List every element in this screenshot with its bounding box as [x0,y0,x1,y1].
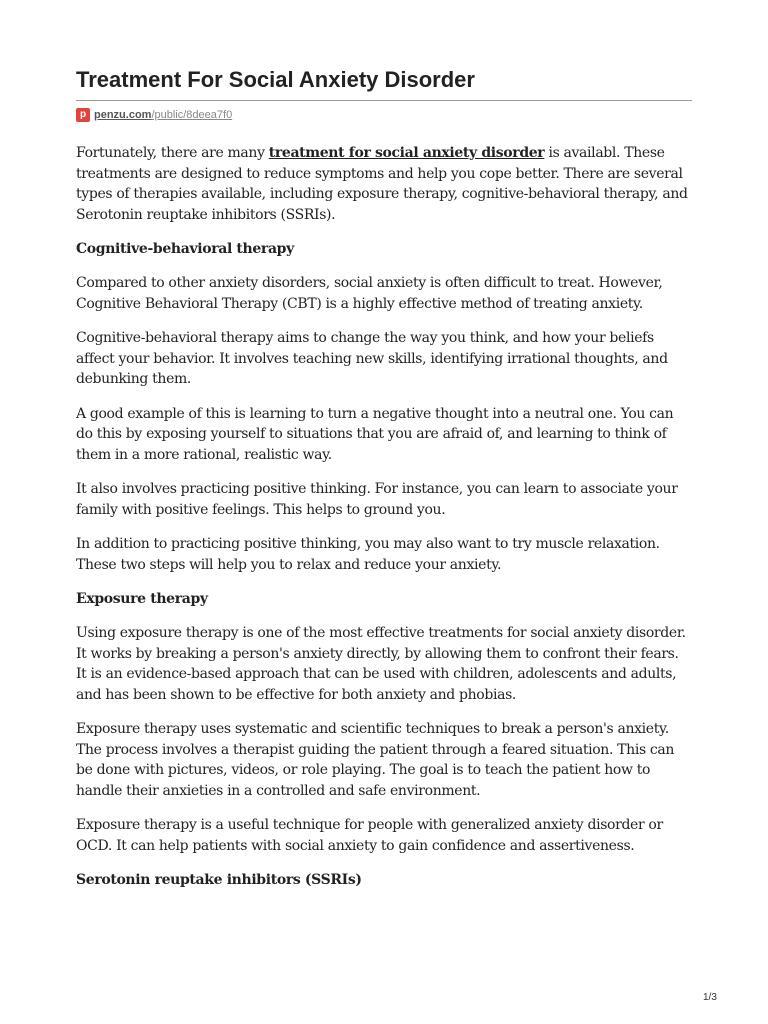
paragraph: Using exposure therapy is one of the most effective treatments for social anxiety disorder. It works by breaking a person's anxiety directly, by allowing them to confront their fears. It is an evidence-based approach that can be used with children, adolescents and adults, and has been shown to be effective for both anxiety and phobias. [76,625,686,703]
intro-text-after: is availabl. These treatments are designed to reduce symptoms and help you cope better. There are several types of therapies available, including exposure therapy, cognitive-behavioral therapy, and Serotonin reuptake inhibitors (SSRIs). [76,145,688,223]
paragraph: It also involves practicing positive thinking. For instance, you can learn to associate your family with positive feelings. This helps to ground you. [76,481,678,518]
page-title: Treatment For Social Anxiety Disorder [76,67,475,92]
source-domain-link[interactable]: penzu.com [94,109,152,121]
intro-paragraph [76,143,692,225]
section-heading-exposure: Exposure therapy [76,591,208,607]
intro-text-before: Fortunately, there are many [76,145,269,161]
article-body [76,143,692,904]
penzu-logo-icon: p [76,108,90,122]
treatment-link[interactable]: treatment for social anxiety disorder [268,145,545,161]
paragraph: Compared to other anxiety disorders, social anxiety is often difficult to treat. However, Cognitive Behavioral Therapy (CBT) is a highly effective method of treating anxiety. [76,275,663,312]
paragraph: Cognitive-behavioral therapy aims to change the way you think, and how your beliefs affect your behavior. It involves teaching new skills, identifying irrational thoughts, and debunking them. [76,330,668,387]
source-line [76,107,232,123]
paragraph: Exposure therapy is a useful technique for people with generalized anxiety disorder or OCD. It can help patients with social anxiety to gain confidence and assertiveness. [76,817,663,854]
paragraph: In addition to practicing positive thinking, you may also want to try muscle relaxation. These two steps will help you to relax and reduce your anxiety. [76,536,660,573]
page-number: 1/3 [703,992,717,1003]
title-divider [76,100,692,101]
paragraph: A good example of this is learning to turn a negative thought into a neutral one. You can do this by exposing yourself to situations that you are afraid of, and learning to think of them in a more rational, realistic way. [76,405,674,463]
paragraph: Exposure therapy uses systematic and scientific techniques to break a person's anxiety. The process involves a therapist guiding the patient through a feared situation. This can be done with pictures, videos, or role playing. The goal is to teach the patient how to handle their anxieties in a controlled and safe environment. [76,721,675,799]
section-heading-ssri: Serotonin reuptake inhibitors (SSRIs) [76,872,362,888]
source-path-link[interactable]: /public/8deea7f0 [151,109,233,121]
section-heading-cbt: Cognitive-behavioral therapy [76,241,294,257]
